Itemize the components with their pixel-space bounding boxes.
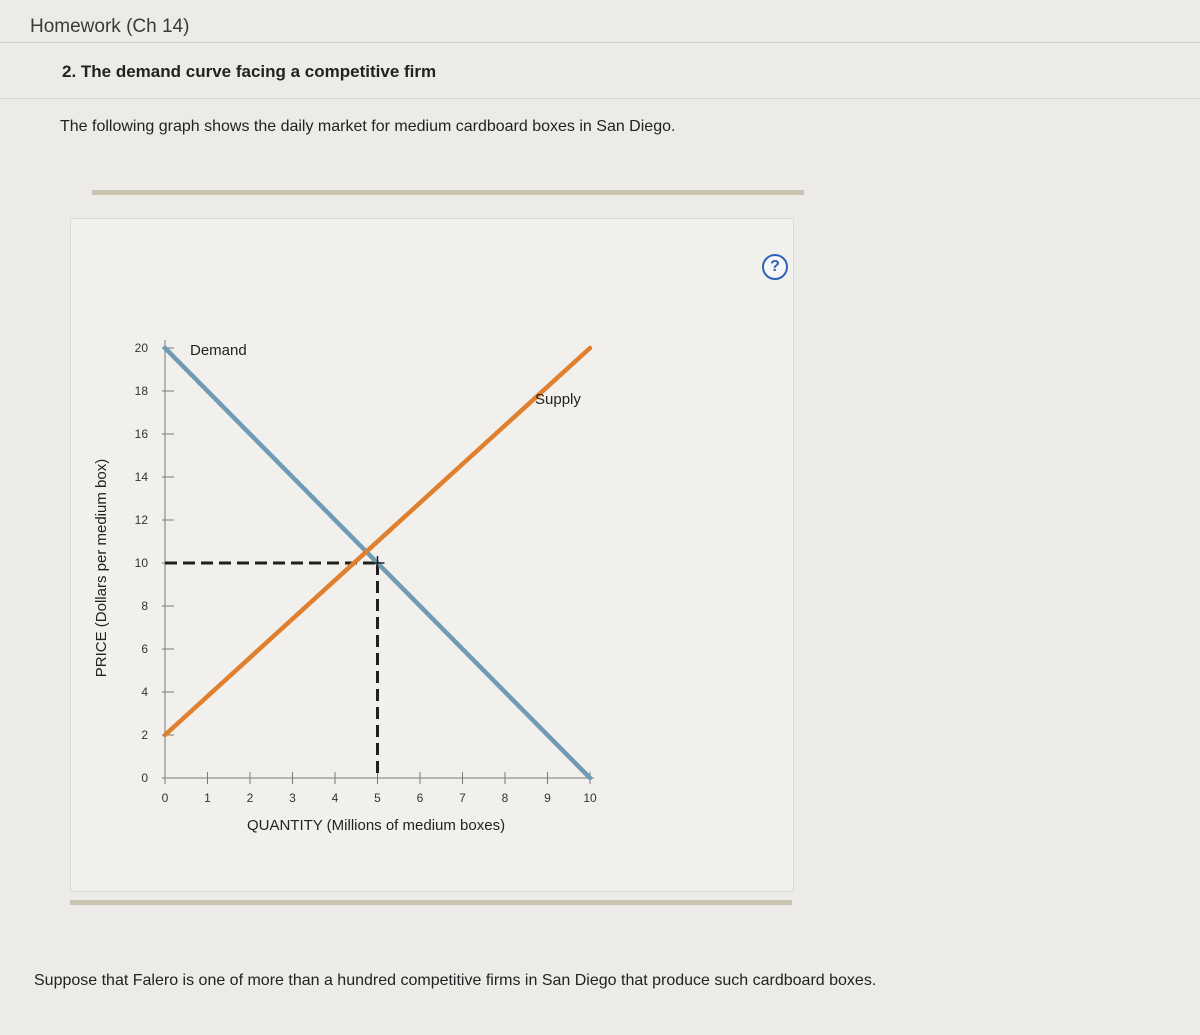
y-tick-label: 10 (134, 556, 148, 570)
y-tick-label: 18 (134, 384, 148, 398)
question-icon[interactable]: ? (762, 254, 788, 280)
y-tick-label: 14 (134, 470, 148, 484)
question-title: 2. The demand curve facing a competitive firm (62, 62, 437, 81)
y-tick-label: 0 (141, 771, 148, 785)
y-tick-label: 16 (134, 427, 148, 441)
x-tick-label: 6 (416, 791, 424, 805)
x-tick-label: 10 (583, 791, 597, 805)
x-tick-label: 5 (374, 791, 381, 805)
question-intro: The following graph shows the daily market for medium cardboard boxes in San Diego. (60, 118, 676, 135)
x-axis-title: QUANTITY (Millions of medium boxes) (246, 817, 506, 834)
y-tick-label: 6 (141, 642, 148, 656)
y-axis-title: PRICE (Dollars per medium box) (93, 458, 110, 678)
y-tick-label: 20 (134, 341, 148, 355)
x-tick-label: 7 (459, 791, 466, 805)
page-title: Homework (Ch 14) (30, 16, 190, 37)
x-tick-label: 4 (331, 791, 339, 805)
x-tick-label: 8 (501, 791, 509, 805)
x-tick-label: 9 (544, 791, 551, 805)
x-tick-label: 3 (289, 791, 296, 805)
x-tick-label: 2 (246, 791, 254, 805)
y-tick-label: 12 (134, 513, 148, 527)
supply-label: Supply (535, 391, 581, 408)
x-tick-label: 1 (204, 791, 211, 805)
y-tick-label: 8 (141, 599, 148, 613)
y-tick-label: 2 (141, 728, 148, 742)
question-footer: Suppose that Falero is one of more than a hundred competitive firms in San Diego that produce such cardboard boxes. (34, 972, 877, 989)
demand-label: Demand (190, 342, 247, 359)
x-tick-label: 0 (161, 791, 169, 805)
y-tick-label: 4 (141, 685, 148, 699)
